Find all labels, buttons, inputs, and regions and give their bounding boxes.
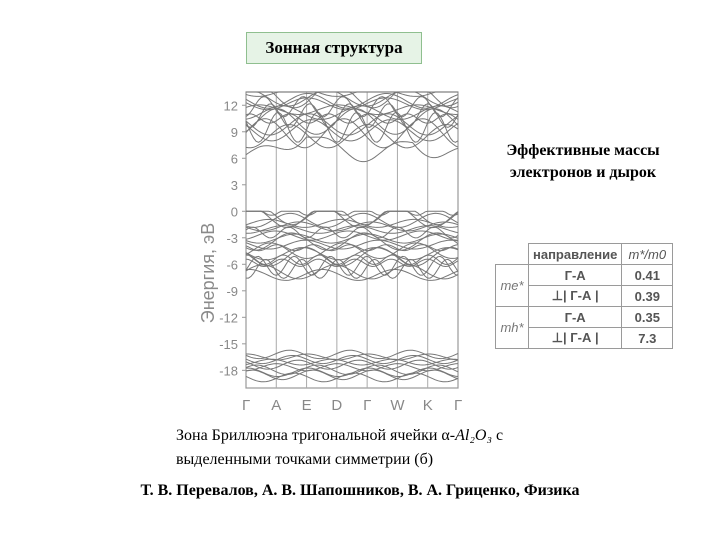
- effective-mass-table: [495, 243, 673, 349]
- x-tick-label: K: [422, 397, 433, 414]
- y-tick-label: -15: [219, 336, 238, 352]
- x-tick-label: D: [331, 397, 343, 414]
- electron-mass-label: me*: [496, 265, 529, 307]
- authors-line: Т. В. Перевалов, А. В. Шапошников, В. А. Гриценко, Физика: [140, 482, 580, 499]
- conduction-band: [246, 125, 458, 148]
- mass-value-cell: 0.41: [622, 265, 673, 286]
- x-tick-label: Г: [453, 397, 463, 414]
- table-corner: [496, 244, 529, 265]
- x-tick-label: Г: [241, 397, 251, 414]
- band-structure-plot: [190, 88, 470, 418]
- table-row: [496, 265, 673, 286]
- header-direction: направление: [529, 244, 622, 265]
- plot-area: [219, 92, 462, 414]
- y-tick-label: -12: [219, 310, 238, 326]
- y-tick-label: -9: [226, 283, 238, 299]
- figure-caption: [176, 424, 636, 472]
- y-tick-label: 12: [223, 98, 238, 114]
- header-ratio: m*/m0: [622, 244, 673, 265]
- x-tick-label: Г: [363, 397, 372, 414]
- y-tick-label: 6: [230, 151, 238, 167]
- x-tick-label: W: [390, 397, 405, 414]
- table-header-row: [496, 244, 673, 265]
- conduction-band: [246, 112, 458, 142]
- caption-text-end: с: [492, 427, 504, 444]
- y-tick-label: 0: [230, 204, 238, 220]
- effective-masses-heading: [478, 140, 688, 184]
- caption-line-2: выделенными точками симметрии (б): [176, 451, 434, 468]
- direction-cell: ⊥| Г-А |: [529, 328, 622, 349]
- direction-cell: Г-А: [529, 307, 622, 328]
- y-axis-label: Энергия, эВ: [198, 222, 218, 324]
- y-tick-label: 9: [230, 124, 238, 140]
- y-tick-label: -18: [219, 363, 238, 379]
- direction-cell: Г-А: [529, 265, 622, 286]
- slide-title: Зонная структура: [246, 32, 422, 64]
- table-row: [496, 307, 673, 328]
- y-tick-label: -3: [226, 230, 238, 246]
- x-tick-label: A: [271, 397, 282, 414]
- valence-band: [246, 248, 458, 260]
- valence-band: [246, 211, 458, 215]
- y-tick-label: -6: [226, 257, 238, 273]
- caption-text: Зона Бриллюэна тригональной ячейки α-: [176, 427, 456, 444]
- mass-heading-line-1: Эффективные массы: [506, 142, 660, 159]
- mass-heading-line-2: электронов и дырок: [509, 164, 657, 181]
- direction-cell: ⊥| Г-А |: [529, 286, 622, 307]
- mass-value-cell: 0.35: [622, 307, 673, 328]
- mass-value-cell: 0.39: [622, 286, 673, 307]
- caption-formula: Al₂O₃: [455, 427, 493, 444]
- hole-mass-label: mh*: [496, 307, 529, 349]
- y-tick-label: 3: [230, 177, 238, 193]
- mass-value-cell: 7.3: [622, 328, 673, 349]
- x-tick-label: E: [301, 397, 312, 414]
